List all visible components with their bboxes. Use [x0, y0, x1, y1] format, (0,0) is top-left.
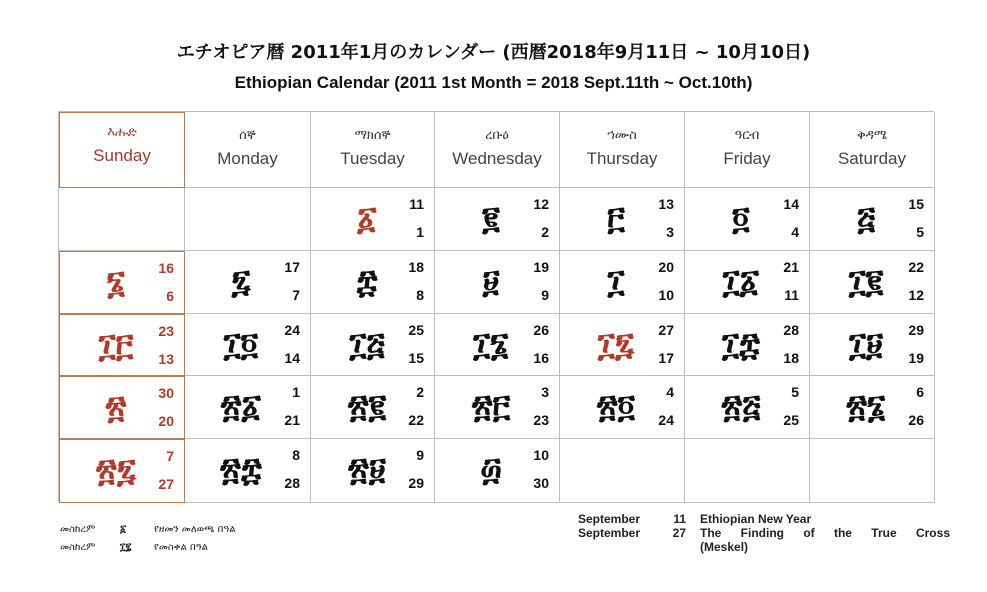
day-cell	[311, 376, 435, 439]
ethiopian-day-number: 14	[284, 350, 300, 366]
legend-description: (Meskel)	[700, 540, 749, 554]
ethiopian-day-number: 29	[408, 475, 424, 491]
day-cell	[59, 251, 185, 314]
ethiopian-day-number: 15	[408, 350, 424, 366]
ethiopian-day-number: 11	[784, 287, 799, 303]
empty-cell	[59, 188, 185, 251]
day-cell	[435, 314, 560, 376]
gregorian-day-number: 28	[783, 322, 799, 338]
geez-numeral: ፲፰	[722, 325, 760, 363]
weekday-header-friday	[685, 112, 810, 188]
day-cell	[685, 314, 810, 376]
geez-numeral: ፰	[356, 262, 378, 300]
gregorian-day-number: 22	[908, 259, 924, 275]
day-cell	[59, 314, 185, 376]
legend-english	[578, 512, 950, 554]
gregorian-day-number: 5	[791, 384, 799, 400]
day-cell	[810, 251, 935, 314]
gregorian-day-number: 2	[416, 384, 424, 400]
ethiopian-day-number: 9	[541, 287, 549, 303]
geez-numeral: ፳፯	[95, 451, 137, 489]
ethiopian-day-number: 12	[908, 287, 924, 303]
gregorian-day-number: 27	[658, 322, 674, 338]
geez-numeral: ፪	[482, 199, 500, 237]
geez-numeral: ፬	[732, 199, 750, 237]
geez-numeral: ፲፭	[349, 325, 385, 363]
weekday-amharic: ቅዳሜ	[856, 128, 888, 143]
legend-month-label: መስከረም	[60, 541, 96, 553]
ethiopian-day-number: 27	[158, 476, 174, 492]
gregorian-day-number: 7	[166, 448, 174, 464]
geez-numeral: ፲፩	[722, 262, 760, 300]
day-cell	[560, 251, 685, 314]
empty-cell	[185, 188, 311, 251]
geez-numeral: ፯	[231, 262, 251, 300]
gregorian-day-number: 30	[158, 385, 174, 401]
ethiopian-day-number: 26	[908, 412, 924, 428]
page-title-japanese: エチオピア暦 2011年1月のカレンダー (西暦2018年9月11日 ~ 10月10日)	[176, 42, 811, 63]
geez-numeral: ፳፰	[220, 450, 262, 488]
day-cell	[435, 439, 560, 503]
legend-row	[578, 526, 950, 540]
geez-numeral: ፲፪	[848, 262, 884, 300]
day-cell	[560, 188, 685, 251]
legend-symbol: ፩	[120, 523, 127, 535]
geez-numeral: ፩	[357, 199, 377, 237]
day-cell	[685, 251, 810, 314]
gregorian-day-number: 6	[916, 384, 924, 400]
day-cell	[560, 376, 685, 439]
weekday-english: Wednesday	[452, 149, 542, 168]
weekday-english: Friday	[723, 149, 771, 168]
gregorian-day-number: 19	[533, 259, 549, 275]
legend-day	[658, 540, 686, 554]
ethiopian-day-number: 10	[658, 287, 674, 303]
ethiopian-day-number: 4	[791, 224, 799, 240]
day-cell	[810, 376, 935, 439]
empty-cell	[810, 439, 935, 503]
legend-description: The Finding of the True Cross	[700, 526, 950, 540]
day-cell	[185, 251, 311, 314]
geez-numeral: ፳፱	[348, 450, 386, 488]
ethiopian-day-number: 18	[783, 350, 799, 366]
day-cell	[59, 376, 185, 439]
geez-numeral: ፱	[482, 262, 500, 300]
ethiopian-day-number: 3	[666, 224, 674, 240]
day-cell	[311, 439, 435, 503]
ethiopian-day-number: 13	[158, 351, 174, 367]
legend-symbol: ፲፯	[120, 541, 132, 553]
gregorian-day-number: 21	[783, 259, 799, 275]
ethiopian-day-number: 19	[908, 350, 924, 366]
gregorian-day-number: 14	[783, 196, 799, 212]
page-title-english: Ethiopian Calendar (2011 1st Month = 2018 Sept.11th ~ Oct.10th)	[234, 73, 753, 92]
legend-day: 11	[673, 512, 686, 526]
weekday-english: Tuesday	[340, 149, 405, 168]
gregorian-day-number: 3	[541, 384, 549, 400]
day-cell	[685, 188, 810, 251]
gregorian-day-number: 15	[908, 196, 924, 212]
ethiopian-day-number: 23	[533, 412, 549, 428]
weekday-amharic: ማክሰኞ	[354, 128, 391, 143]
ethiopian-day-number: 30	[533, 475, 549, 491]
ethiopian-day-number: 16	[533, 350, 549, 366]
geez-numeral: ፳፬	[596, 387, 636, 425]
gregorian-day-number: 16	[158, 260, 174, 276]
gregorian-day-number: 8	[292, 447, 300, 463]
geez-numeral: ፭	[856, 199, 876, 237]
legend-amharic	[60, 520, 236, 556]
day-cell	[435, 188, 560, 251]
gregorian-day-number: 4	[666, 384, 674, 400]
legend-month-label: መስከረም	[60, 523, 96, 535]
geez-numeral: ፲፬	[223, 325, 259, 363]
ethiopian-day-number: 22	[408, 412, 424, 428]
weekday-header-sunday	[59, 112, 185, 188]
geez-numeral: ፴	[480, 450, 502, 488]
ethiopian-day-number: 2	[541, 224, 549, 240]
gregorian-day-number: 24	[284, 322, 300, 338]
weekday-english: Monday	[217, 149, 278, 168]
legend-month	[578, 540, 658, 554]
day-cell	[185, 314, 311, 376]
day-cell	[185, 439, 311, 503]
geez-numeral: ፳፪	[347, 387, 387, 425]
day-cell	[810, 314, 935, 376]
gregorian-day-number: 29	[908, 322, 924, 338]
gregorian-day-number: 26	[533, 322, 549, 338]
gregorian-day-number: 11	[409, 196, 424, 212]
ethiopian-day-number: 24	[658, 412, 674, 428]
weekday-header-tuesday	[311, 112, 435, 188]
geez-numeral: ፳፮	[846, 387, 886, 425]
empty-cell	[685, 439, 810, 503]
legend-row	[60, 520, 236, 538]
gregorian-day-number: 9	[416, 447, 424, 463]
gregorian-day-number: 1	[292, 384, 300, 400]
day-cell	[311, 188, 435, 251]
gregorian-day-number: 23	[158, 323, 174, 339]
gregorian-day-number: 10	[533, 447, 549, 463]
gregorian-day-number: 12	[533, 196, 549, 212]
calendar-grid	[58, 111, 934, 502]
geez-numeral: ፲፱	[848, 325, 884, 363]
weekday-header-thursday	[560, 112, 685, 188]
weekday-english: Thursday	[586, 149, 658, 168]
geez-numeral: ፫	[607, 199, 625, 237]
ethiopian-day-number: 1	[416, 224, 424, 240]
weekday-amharic: ዓርብ	[734, 128, 760, 143]
geez-numeral: ፳	[105, 388, 127, 426]
day-cell	[685, 376, 810, 439]
weekday-header-monday	[185, 112, 311, 188]
day-cell	[435, 376, 560, 439]
ethiopian-day-number: 20	[158, 413, 174, 429]
ethiopian-day-number: 6	[166, 288, 174, 304]
gregorian-day-number: 13	[658, 196, 674, 212]
legend-description: Ethiopian New Year	[700, 512, 812, 526]
day-cell	[59, 439, 185, 503]
weekday-amharic: ኀሙስ	[607, 128, 637, 143]
legend-month: September	[578, 512, 641, 526]
geez-numeral: ፲	[607, 262, 625, 300]
geez-numeral: ፲፯	[597, 325, 635, 363]
gregorian-day-number: 25	[408, 322, 424, 338]
day-cell	[311, 251, 435, 314]
gregorian-day-number: 17	[284, 259, 300, 275]
ethiopian-day-number: 8	[416, 287, 424, 303]
ethiopian-day-number: 25	[783, 412, 799, 428]
day-cell	[311, 314, 435, 376]
legend-day: 27	[672, 526, 686, 540]
legend-month: September	[578, 526, 641, 540]
gregorian-day-number: 18	[408, 259, 424, 275]
legend-row	[60, 538, 236, 556]
geez-numeral: ፳፫	[471, 387, 511, 425]
ethiopian-day-number: 5	[916, 224, 924, 240]
geez-numeral: ፳፭	[721, 387, 761, 425]
day-cell	[560, 314, 685, 376]
day-cell	[810, 188, 935, 251]
ethiopian-day-number: 28	[284, 475, 300, 491]
weekday-amharic: ሰኞ	[239, 128, 256, 143]
weekday-header-wednesday	[435, 112, 560, 188]
geez-numeral: ፲፮	[473, 325, 509, 363]
weekday-english: Sunday	[93, 146, 151, 165]
ethiopian-day-number: 17	[658, 350, 674, 366]
day-cell	[185, 376, 311, 439]
geez-numeral: ፮	[106, 263, 126, 301]
legend-text: የዘመን መለወጫ በዓል	[154, 523, 236, 535]
legend-row	[578, 540, 950, 554]
weekday-amharic: እሑድ	[107, 125, 137, 140]
ethiopian-day-number: 7	[292, 287, 300, 303]
gregorian-day-number: 20	[658, 259, 674, 275]
legend-row	[578, 512, 950, 526]
legend-text: የመስቀል በዓል	[154, 541, 208, 553]
empty-cell	[560, 439, 685, 503]
geez-numeral: ፳፩	[220, 387, 262, 425]
weekday-english: Saturday	[837, 149, 907, 168]
day-cell	[435, 251, 560, 314]
weekday-header-saturday	[810, 112, 935, 188]
ethiopian-day-number: 21	[284, 412, 300, 428]
weekday-amharic: ረቡዕ	[485, 128, 509, 143]
geez-numeral: ፲፫	[98, 326, 134, 364]
